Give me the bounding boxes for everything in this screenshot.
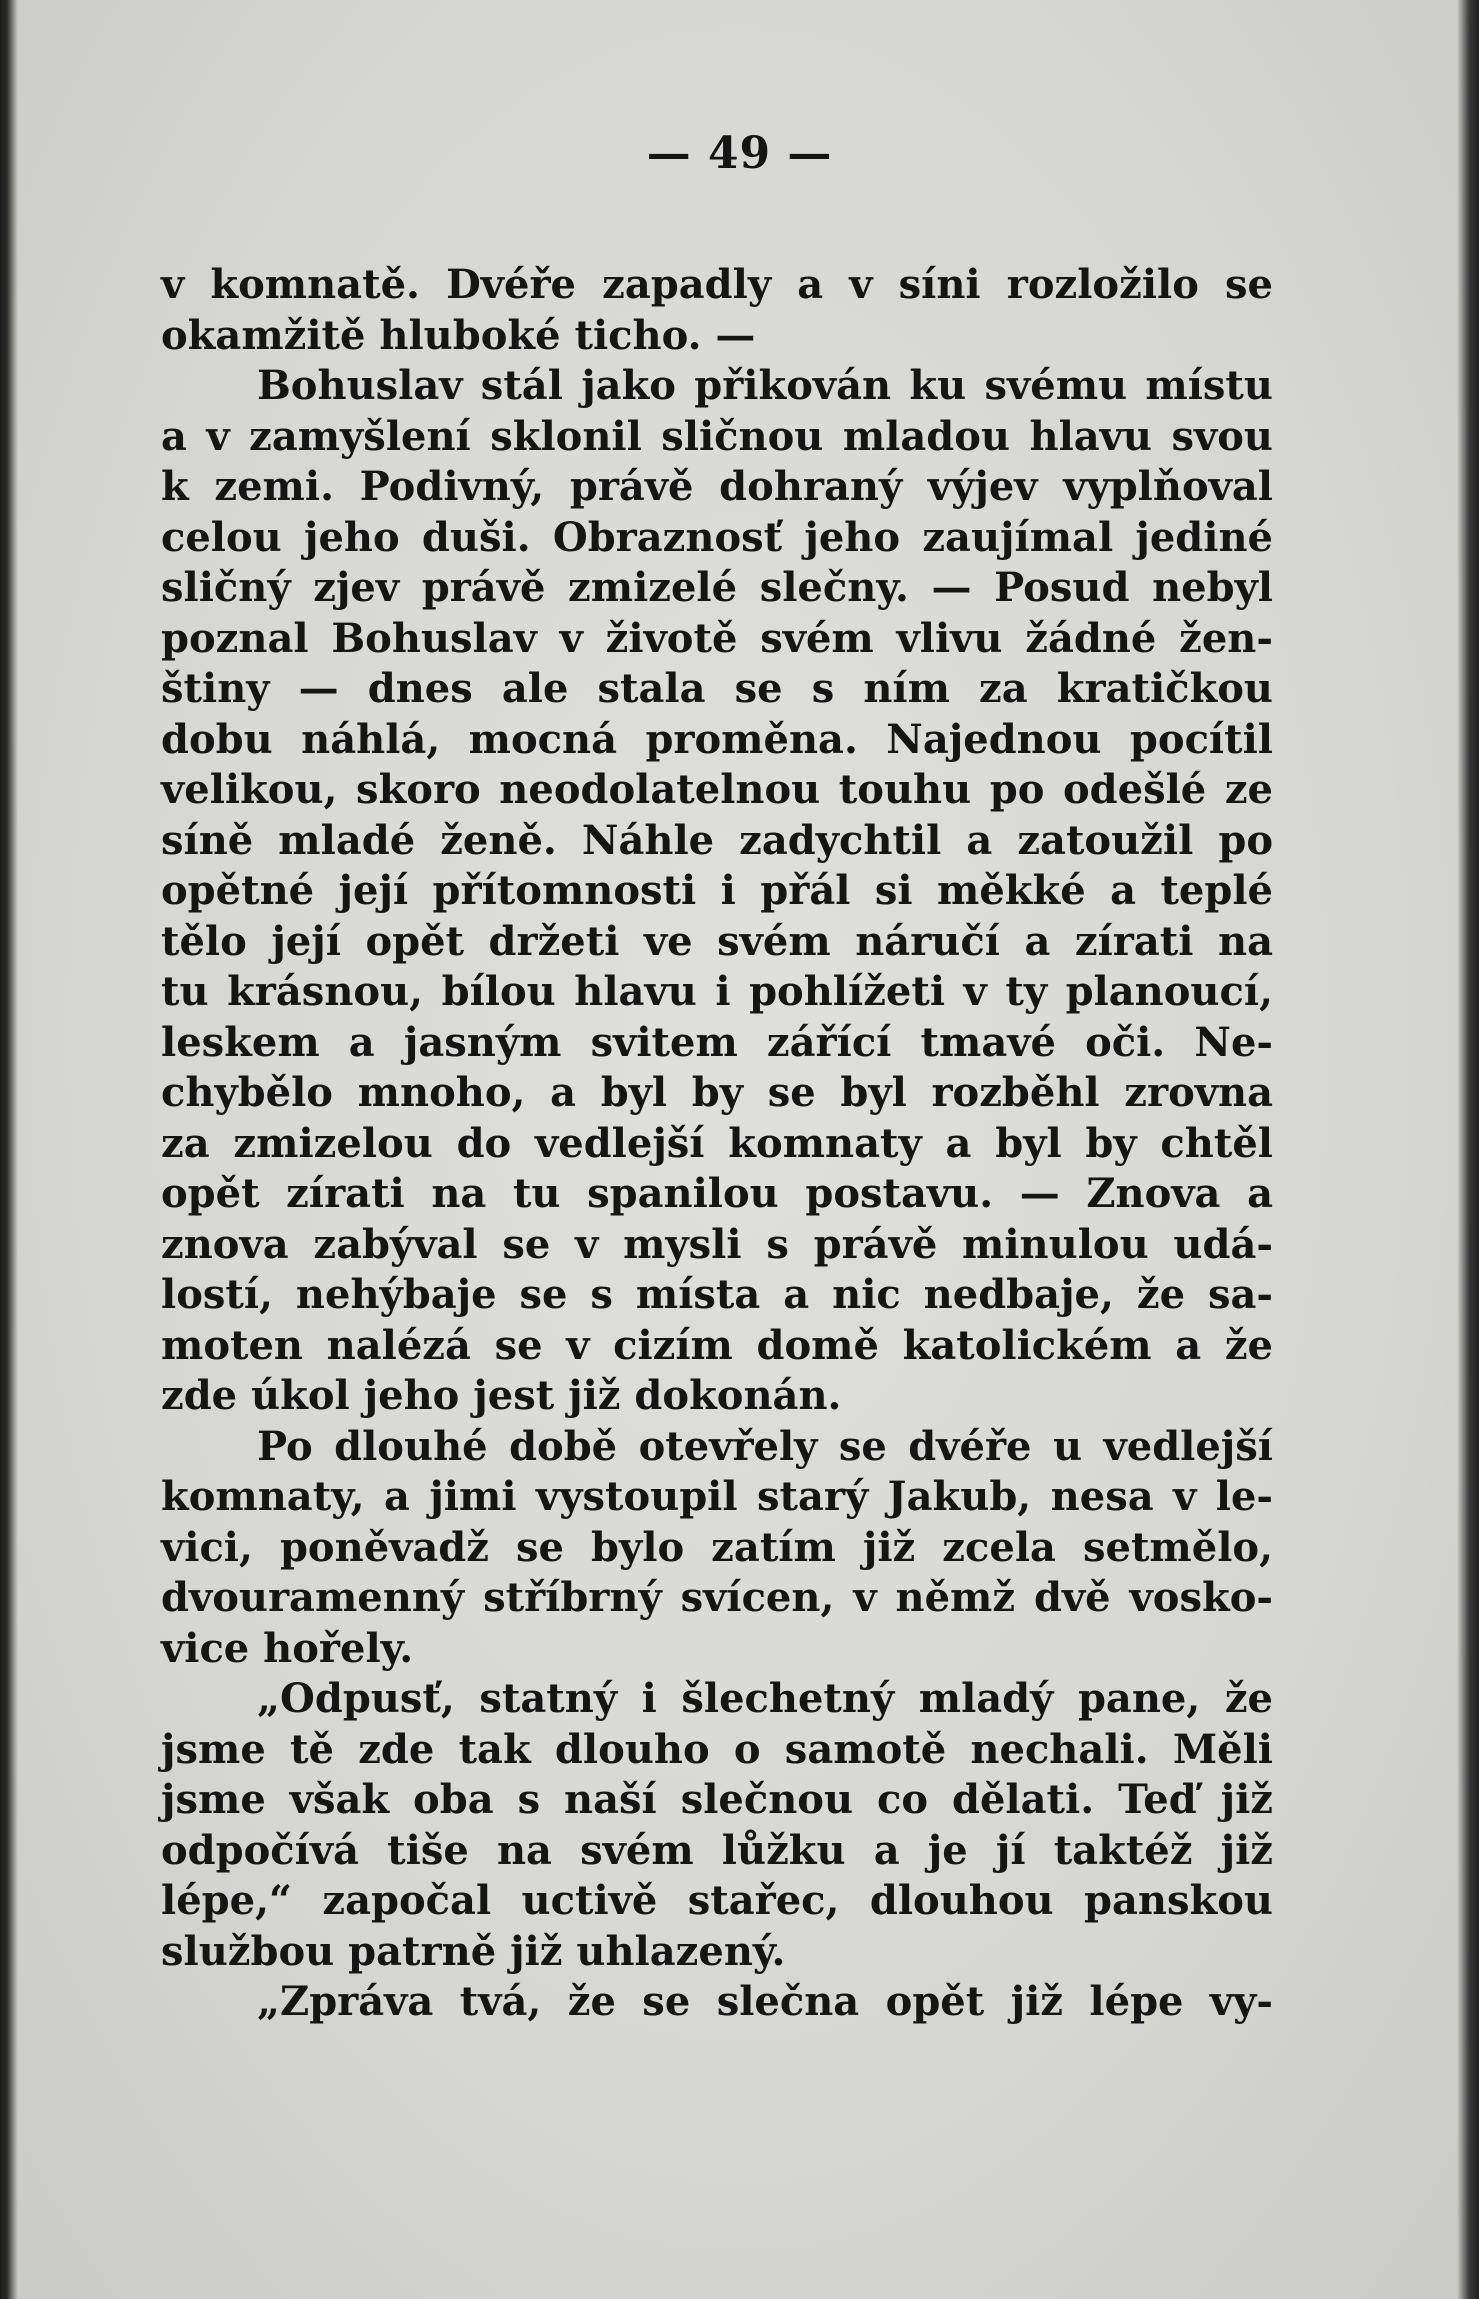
text-line: jsme však oba s naší slečnou co dělati. Teď již bbox=[161, 1776, 1273, 1823]
text-line: velikou, skoro neodolatelnou touhu po odešlé ze bbox=[161, 766, 1273, 813]
text-line: v komnatě. Dvéře zapadly a v síni rozložilo se bbox=[161, 261, 1273, 308]
text-line: poznal Bohuslav v životě svém vlivu žádné žen- bbox=[161, 614, 1273, 662]
text-line: dvouramenný stříbrný svícen, v němž dvě vosko- bbox=[161, 1574, 1273, 1621]
paragraph bbox=[161, 1674, 1273, 1977]
text-line: leskem a jasným svitem zářící tmavé oči. Ne- bbox=[161, 1018, 1273, 1066]
text-line: a v zamyšlení sklonil sličnou mladou hlavu svou bbox=[161, 412, 1273, 460]
paragraph bbox=[161, 260, 1273, 361]
text-line: Po dlouhé době otevřely se dvéře u vedlejší bbox=[257, 1422, 1273, 1470]
text-line: tu krásnou, bílou hlavu i pohlížeti v ty planoucí, bbox=[161, 968, 1273, 1015]
paragraph bbox=[161, 361, 1273, 1422]
text-line: vici, poněvadž se bylo zatím již zcela setmělo, bbox=[161, 1523, 1273, 1571]
text-line: sličný zjev právě zmizelé slečny. — Posud nebyl bbox=[161, 564, 1273, 611]
text-line: zde úkol jeho jest již dokonán. bbox=[161, 1372, 842, 1419]
paragraph bbox=[161, 1977, 1273, 2028]
text-line: opět zírati na tu spanilou postavu. — Znova a bbox=[161, 1170, 1273, 1217]
text-line: komnaty, a jimi vystoupil starý Jakub, nesa v le- bbox=[161, 1473, 1273, 1520]
text-line: moten nalézá se v cizím domě katolickém a že bbox=[161, 1321, 1273, 1369]
paragraph bbox=[161, 1422, 1273, 1675]
text-line: lépe,“ započal uctivě stařec, dlouhou panskou bbox=[161, 1877, 1273, 1924]
page-number: — 49 — bbox=[646, 128, 833, 179]
text-line: „Zpráva tvá, že se slečna opět již lépe vy- bbox=[257, 1978, 1273, 2025]
text-line: jsme tě zde tak dlouho o samotě nechali. Měli bbox=[161, 1725, 1273, 1773]
text-line: službou patrně již uhlazený. bbox=[161, 1927, 786, 1975]
text-line: chybělo mnoho, a byl by se byl rozběhl zrovna bbox=[161, 1069, 1273, 1116]
text-line: Bohuslav stál jako přikován ku svému místu bbox=[257, 362, 1273, 409]
text-line: odpočívá tiše na svém lůžku a je jí taktéž již bbox=[161, 1826, 1273, 1874]
text-line: dobu náhlá, mocná proměna. Najednou pocítil bbox=[161, 715, 1273, 763]
text-line: vice hořely. bbox=[161, 1624, 414, 1672]
text-line: opětné její přítomnosti i přál si měkké a teplé bbox=[161, 867, 1273, 914]
text-line: celou jeho duši. Obraznosť jeho zaujímal jediné bbox=[161, 513, 1273, 561]
text-line: síně mladé ženě. Náhle zadychtil a zatoužil po bbox=[161, 816, 1273, 864]
text-line: znova zabýval se v mysli s právě minulou udá- bbox=[161, 1220, 1273, 1268]
binding-edge bbox=[0, 0, 18, 2299]
text-line: lostí, nehýbaje se s místa a nic nedbaje, že sa- bbox=[161, 1271, 1273, 1318]
text-line: okamžitě hluboké ticho. — bbox=[161, 311, 756, 359]
text-line: tělo její opět držeti ve svém náručí a zírati na bbox=[161, 917, 1273, 965]
page-edge bbox=[1457, 0, 1479, 2299]
text-line: štiny — dnes ale stala se s ním za kratičkou bbox=[161, 665, 1273, 712]
text-line: k zemi. Podivný, právě dohraný výjev vyplňoval bbox=[161, 463, 1273, 510]
text-line: za zmizelou do vedlejší komnaty a byl by chtěl bbox=[161, 1119, 1273, 1167]
body-text bbox=[161, 260, 1273, 2028]
text-line: „Odpusť, statný i šlechetný mladý pane, že bbox=[257, 1675, 1273, 1722]
